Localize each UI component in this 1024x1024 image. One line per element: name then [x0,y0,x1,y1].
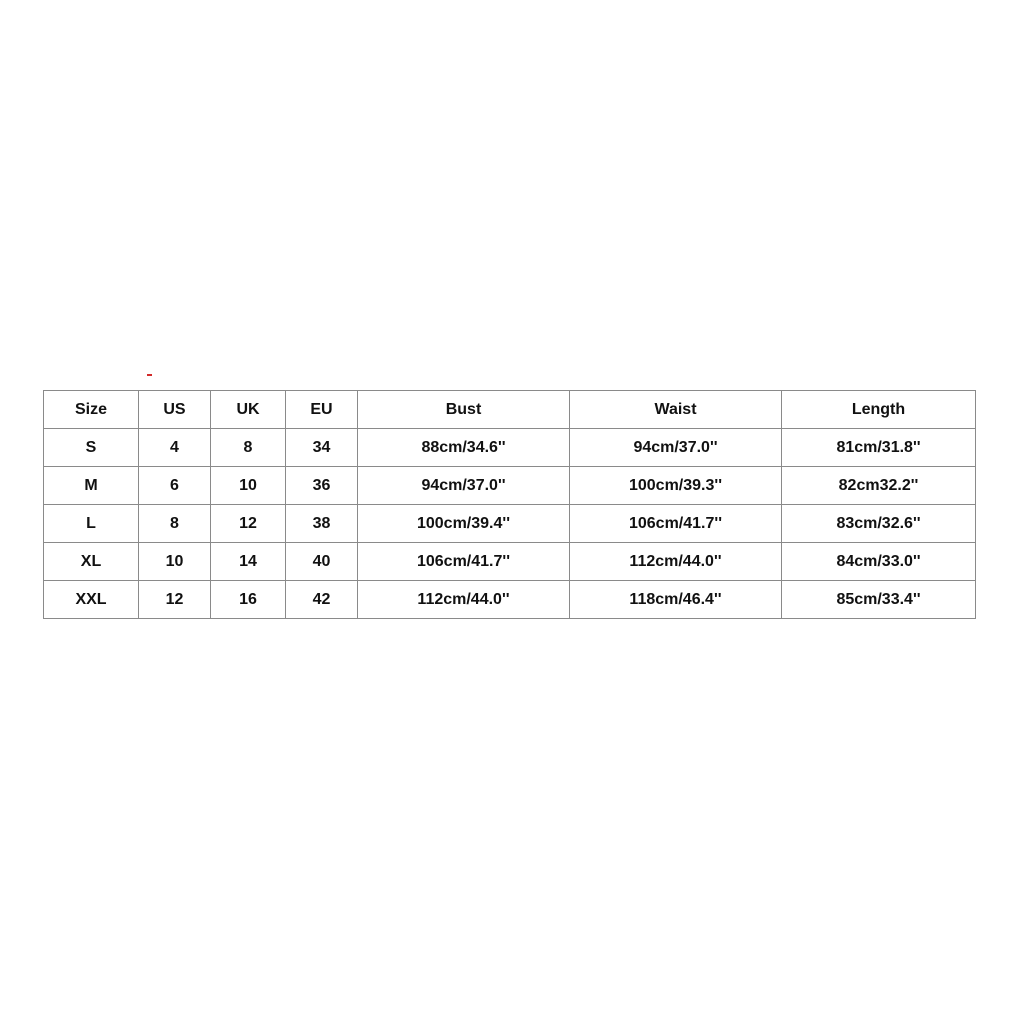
bust-cell: 106cm/41.7'' [358,543,570,581]
size-cell: XL [44,543,139,581]
bust-cell: 94cm/37.0'' [358,467,570,505]
waist-cell: 118cm/46.4'' [570,581,782,619]
size-chart-table [43,390,976,619]
uk-cell: 8 [211,429,286,467]
length-cell: 83cm/32.6'' [782,505,976,543]
table-row [44,467,976,505]
us-cell: 10 [139,543,211,581]
eu-cell: 42 [286,581,358,619]
size-cell: L [44,505,139,543]
waist-cell: 94cm/37.0'' [570,429,782,467]
length-cell: 81cm/31.8'' [782,429,976,467]
header-bust: Bust [358,391,570,429]
waist-cell: 112cm/44.0'' [570,543,782,581]
red-dash-mark [147,374,152,376]
waist-cell: 106cm/41.7'' [570,505,782,543]
uk-cell: 10 [211,467,286,505]
table-row [44,543,976,581]
uk-cell: 12 [211,505,286,543]
header-row [44,391,976,429]
header-length: Length [782,391,976,429]
uk-cell: 16 [211,581,286,619]
size-cell: S [44,429,139,467]
bust-cell: 88cm/34.6'' [358,429,570,467]
eu-cell: 40 [286,543,358,581]
uk-cell: 14 [211,543,286,581]
us-cell: 8 [139,505,211,543]
header-eu: EU [286,391,358,429]
eu-cell: 34 [286,429,358,467]
table-row [44,505,976,543]
table-row [44,581,976,619]
bust-cell: 112cm/44.0'' [358,581,570,619]
header-size: Size [44,391,139,429]
table-row [44,429,976,467]
size-cell: M [44,467,139,505]
eu-cell: 38 [286,505,358,543]
header-uk: UK [211,391,286,429]
bust-cell: 100cm/39.4'' [358,505,570,543]
us-cell: 12 [139,581,211,619]
us-cell: 6 [139,467,211,505]
length-cell: 82cm32.2'' [782,467,976,505]
length-cell: 85cm/33.4'' [782,581,976,619]
size-cell: XXL [44,581,139,619]
waist-cell: 100cm/39.3'' [570,467,782,505]
header-waist: Waist [570,391,782,429]
header-us: US [139,391,211,429]
length-cell: 84cm/33.0'' [782,543,976,581]
eu-cell: 36 [286,467,358,505]
us-cell: 4 [139,429,211,467]
